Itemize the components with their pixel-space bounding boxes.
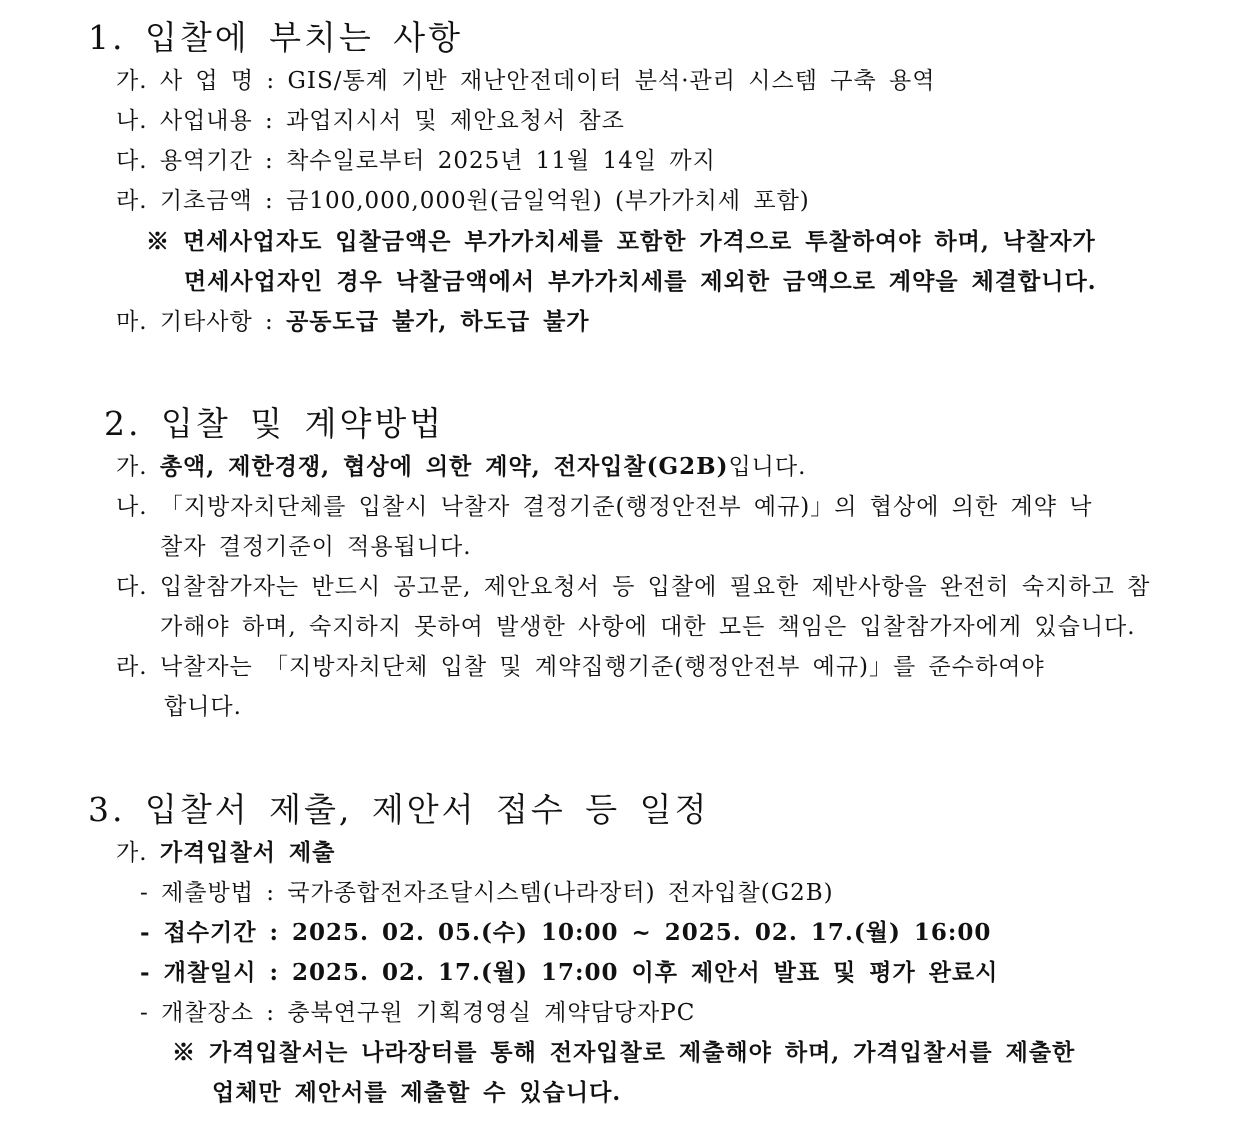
s1-item-na bbox=[116, 106, 625, 136]
s3-method-value: 국가종합전자조달시스템(나라장터) 전자입찰(G2B) bbox=[287, 880, 834, 906]
s1-da-label: 용역기간 : bbox=[159, 148, 274, 174]
section-2-heading: 2. 입찰 및 계약방법 bbox=[104, 404, 445, 443]
s2-ga-marker: 가. bbox=[116, 454, 148, 480]
s1-note-line2: 면세사업자인 경우 낙찰금액에서 부가가치세를 제외한 금액으로 계약을 체결합니다. bbox=[184, 268, 1097, 295]
s2-ra-line1: 낙찰자는 「지방자치단체 입찰 및 계약집행기준(행정안전부 예규)」를 준수하여야 bbox=[159, 654, 1045, 680]
s3-method-dash: - bbox=[140, 880, 149, 906]
s1-ra-label: 기초금액 : bbox=[159, 188, 274, 214]
s1-na-label: 사업내용 : bbox=[159, 108, 274, 134]
s3-period-dash: - bbox=[140, 919, 151, 946]
s3-row-period bbox=[140, 918, 991, 948]
s2-ra-line2: 합니다. bbox=[164, 694, 242, 720]
s3-period-value: 2025. 02. 05.(수) 10:00 ~ 2025. 02. 17.(월) 16:00 bbox=[291, 919, 992, 946]
s2-item-ga bbox=[116, 452, 806, 482]
s2-da-line1: 입찰참가자는 반드시 공고문, 제안요청서 등 입찰에 필요한 제반사항을 완전히 숙지하고 참 bbox=[159, 574, 1151, 600]
s3-opening-value: 2025. 02. 17.(월) 17:00 이후 제안서 발표 및 평가 완료시 bbox=[291, 959, 999, 986]
s3-period-label: 접수기간 : bbox=[163, 919, 279, 946]
s1-ma-value: 공동도급 불가, 하도급 불가 bbox=[286, 308, 590, 335]
s1-ra-value: 금100,000,000원(금일억원) (부가가치세 포함) bbox=[286, 188, 810, 214]
s1-note-text1: 면세사업자도 입찰금액은 부가가치세를 포함한 가격으로 투찰하여야 하며, 낙찰자가 bbox=[183, 228, 1096, 255]
s2-ga-bold: 총액, 제한경쟁, 협상에 의한 계약, 전자입찰(G2B) bbox=[159, 453, 729, 480]
s1-item-ma bbox=[116, 307, 590, 337]
s2-da-line2: 가해야 하며, 숙지하지 못하여 발생한 사항에 대한 모든 책임은 입찰참가자에게 있습니다. bbox=[160, 614, 1136, 640]
s3-note-line2: 업체만 제안서를 제출할 수 있습니다. bbox=[212, 1079, 622, 1106]
s3-row-place bbox=[140, 998, 695, 1028]
s1-da-marker: 다. bbox=[116, 148, 148, 174]
s3-ga-title: 가격입찰서 제출 bbox=[159, 839, 336, 866]
s2-na-line2: 찰자 결정기준이 적용됩니다. bbox=[160, 534, 472, 560]
s1-ra-marker: 라. bbox=[116, 188, 148, 214]
s1-ga-value: GIS/통계 기반 재난안전데이터 분석·관리 시스템 구축 용역 bbox=[287, 68, 936, 94]
s1-item-ga bbox=[116, 66, 935, 96]
s3-place-value: 충북연구원 기획경영실 계약담당자PC bbox=[287, 1000, 696, 1026]
s2-na-line1: 「지방자치단체를 입찰시 낙찰자 결정기준(행정안전부 예규)」의 협상에 의한 계약 낙 bbox=[159, 494, 1093, 520]
s3-item-ga bbox=[116, 838, 335, 868]
s1-note-line1 bbox=[146, 227, 1096, 257]
s2-item-ra bbox=[116, 652, 1045, 682]
s3-note-mark: ※ bbox=[172, 1039, 196, 1066]
s3-row-method bbox=[140, 878, 834, 908]
s3-place-label: 개찰장소 : bbox=[161, 1000, 276, 1026]
section-1-heading: 1. 입찰에 부치는 사항 bbox=[88, 18, 463, 57]
s3-opening-dash: - bbox=[140, 959, 151, 986]
s1-na-marker: 나. bbox=[116, 108, 148, 134]
s1-ga-marker: 가. bbox=[116, 68, 148, 94]
s1-ma-marker: 마. bbox=[116, 309, 148, 335]
s3-method-label: 제출방법 : bbox=[161, 880, 276, 906]
s3-note-line1 bbox=[172, 1038, 1075, 1068]
s3-row-opening bbox=[140, 958, 998, 988]
s2-item-da bbox=[116, 572, 1150, 602]
s2-item-na bbox=[116, 492, 1092, 522]
s1-item-ra bbox=[116, 186, 810, 216]
s2-na-marker: 나. bbox=[116, 494, 148, 520]
s1-da-value: 착수일로부터 2025년 11월 14일 까지 bbox=[286, 148, 716, 174]
s1-na-value: 과업지시서 및 제안요청서 참조 bbox=[286, 108, 625, 134]
s1-note-mark: ※ bbox=[146, 228, 170, 255]
s1-item-da bbox=[116, 146, 716, 176]
s2-ga-rest: 입니다. bbox=[728, 454, 807, 480]
s2-ra-marker: 라. bbox=[116, 654, 148, 680]
s1-ga-label: 사 업 명 : bbox=[159, 68, 276, 94]
s3-opening-label: 개찰일시 : bbox=[163, 959, 279, 986]
s3-place-dash: - bbox=[140, 1000, 149, 1026]
s1-ma-label: 기타사항 : bbox=[159, 309, 274, 335]
section-3-heading: 3. 입찰서 제출, 제안서 접수 등 일정 bbox=[88, 790, 710, 829]
s3-ga-marker: 가. bbox=[116, 840, 148, 866]
s3-note-text1: 가격입찰서는 나라장터를 통해 전자입찰로 제출해야 하며, 가격입찰서를 제출한 bbox=[209, 1039, 1076, 1066]
s2-da-marker: 다. bbox=[116, 574, 148, 600]
